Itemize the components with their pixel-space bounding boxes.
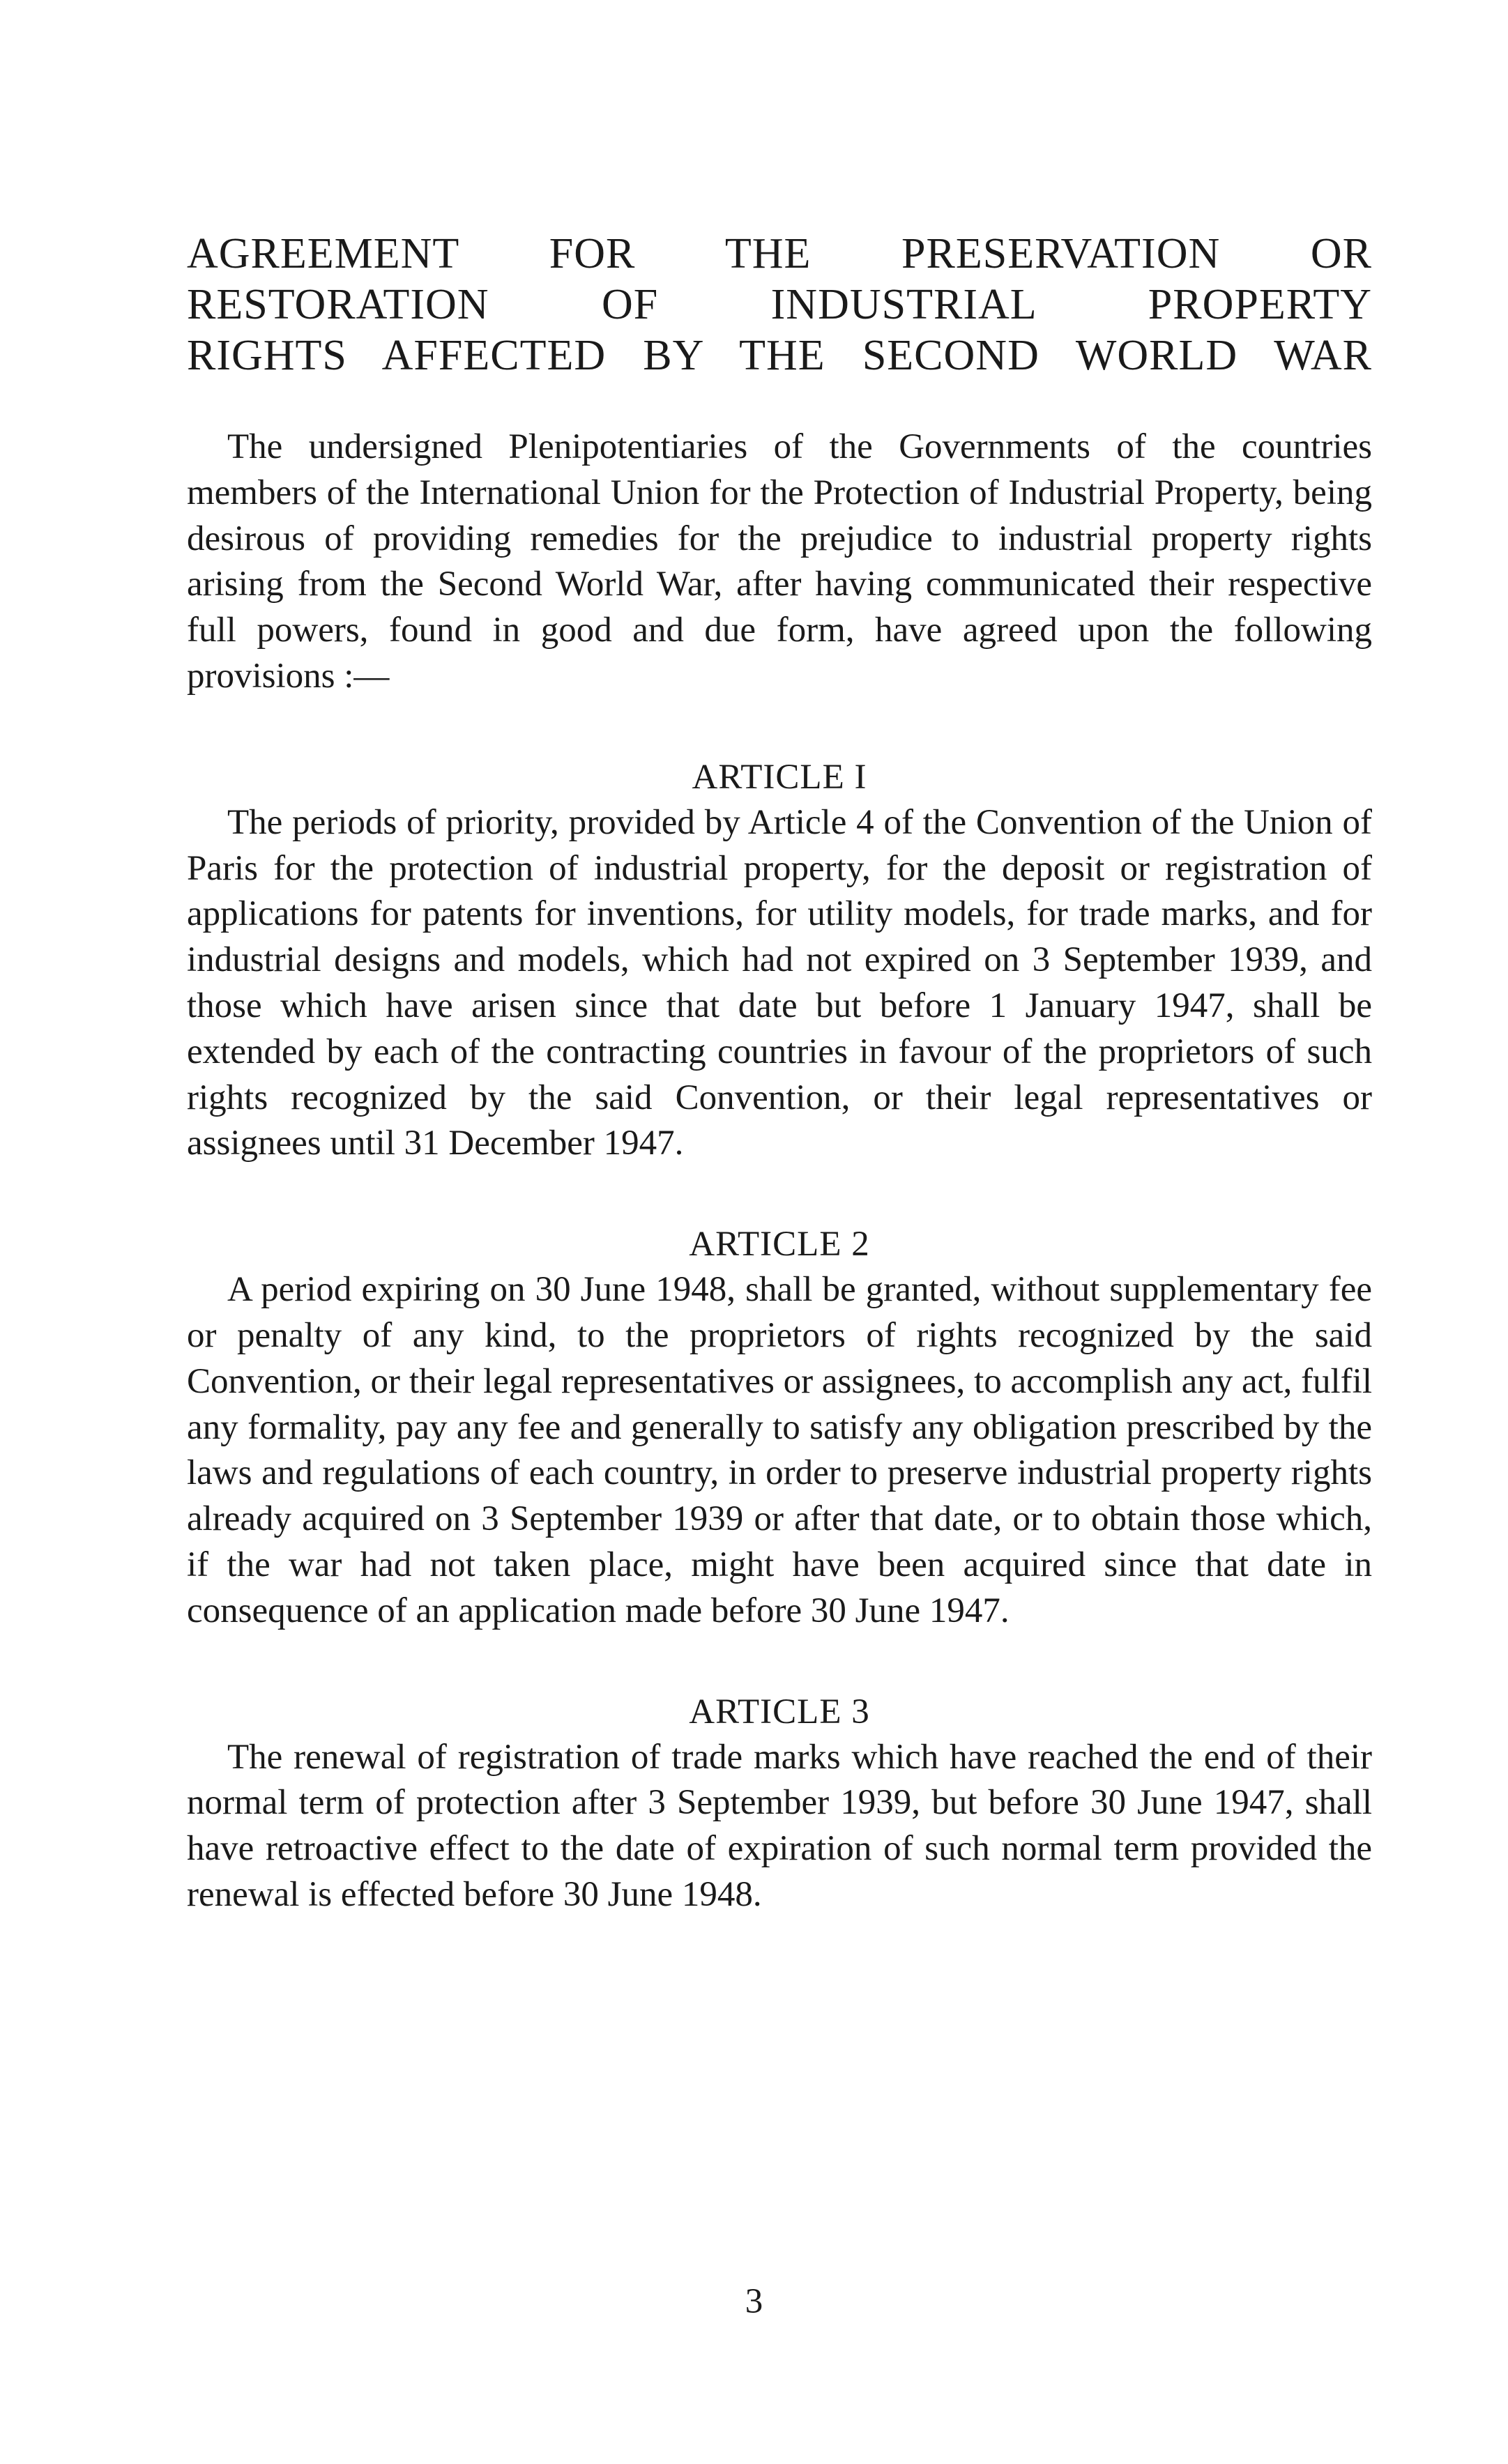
article-1 (187, 754, 1372, 1167)
page-number: 3 (745, 2282, 763, 2321)
article-text: The periods of priority, provided by Article 4 of the Convention of the Union of Paris for the protection of industrial property, for the deposit or registration of applications for patents for inventions, for utility models, for trade marks, and for industrial designs and models, which had not expired on 3 September 1939, and those which have arisen since that date but before 1 January 1947, shall be extended by each of the contracting countries in favour of the proprietors of such rights recognized by the said Convention, or their legal representatives or assignees until 31 December 1947. (187, 802, 1372, 1163)
preamble-paragraph: The undersigned Plenipotentiaries of the Governments of the countries members of the International Union for the Protection of Industrial Property, being desirous of providing remedies for the prejudice to industrial property rights arising from the Second World War, after having communicated their respective full powers, found in good and due form, have agreed upon the following provisions :— (187, 427, 1372, 696)
title-line: RIGHTS AFFECTED BY THE SECOND WORLD WAR (187, 332, 1372, 379)
article-3 (187, 1689, 1372, 1918)
article-text: A period expiring on 30 June 1948, shall be granted, without supplementary fee or penalty of any kind, to the proprietors of rights recognized by the said Convention, or their legal representatives or assignees, to accomplish any act, fulfil any formality, pay any fee and generally to satisfy any obligation prescribed by the laws and regulations of each country, in order to preserve industrial property rights already acquired on 3 September 1939 or after that date, or to obtain those which, if the war had not taken place, might have been acquired since that date in consequence of an application made before 30 June 1947. (187, 1270, 1372, 1630)
article-2 (187, 1221, 1372, 1634)
article-text: The renewal of registration of trade marks which have reached the end of their normal term of protection after 3 September 1939, but before 30 June 1947, shall have retroactive effect to the date of expiration of such normal term provided the renewal is effected before 30 June 1948. (187, 1737, 1372, 1914)
document-title (187, 229, 1372, 381)
title-line: AGREEMENT FOR THE PRESERVATION OR (187, 230, 1372, 277)
article-heading: ARTICLE 3 (689, 1692, 870, 1731)
preamble-section (187, 424, 1372, 700)
title-line: RESTORATION OF INDUSTRIAL PROPERTY (187, 281, 1372, 328)
article-heading: ARTICLE I (692, 757, 867, 797)
document-page (187, 229, 1372, 1918)
article-heading: ARTICLE 2 (689, 1225, 870, 1264)
